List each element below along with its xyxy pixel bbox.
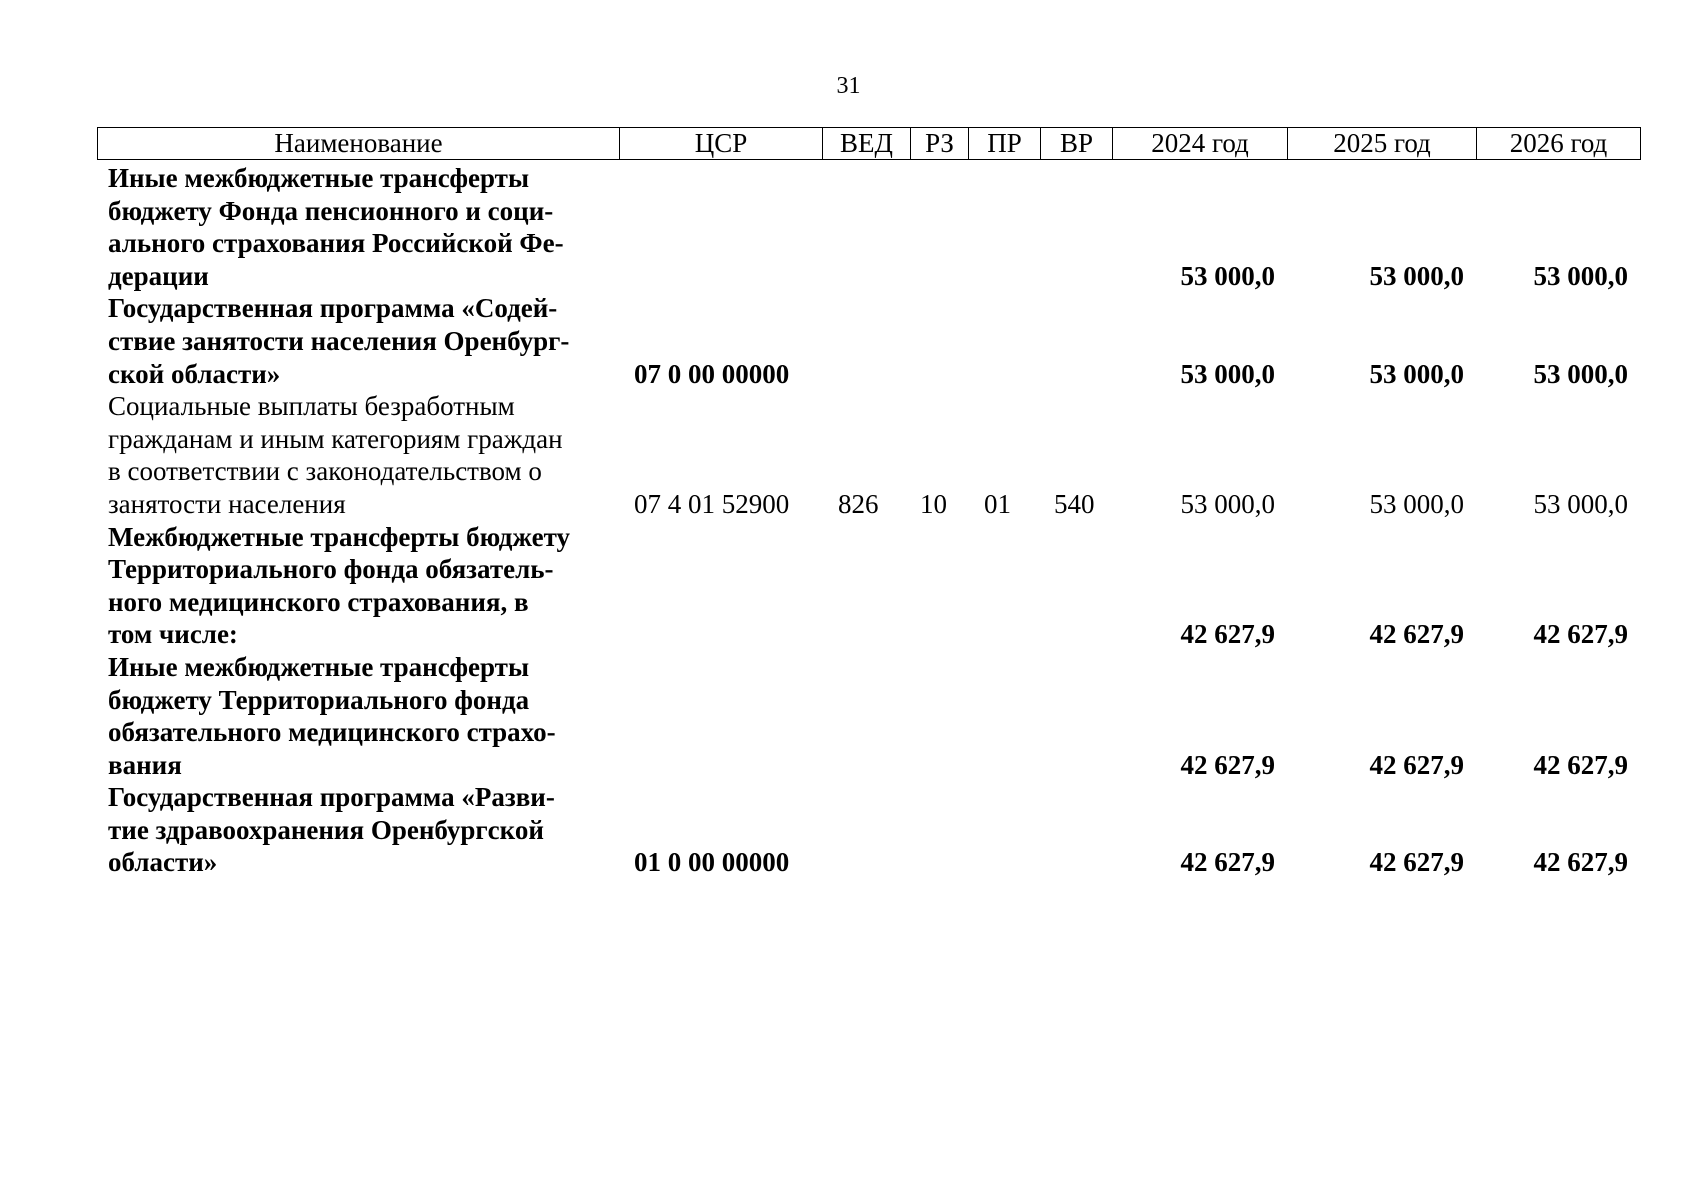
table-row: [97, 162, 1640, 292]
row-name-line: бюджету Фонда пенсионного и соци-: [108, 195, 554, 226]
row-name-line: ствие занятости населения Оренбург-: [108, 325, 570, 356]
header-ved: ВЕД: [823, 128, 911, 160]
row-2026: 53 000,0: [1533, 488, 1628, 519]
row-name: [97, 162, 619, 292]
row-name-line: Иные межбюджетные трансферты: [108, 651, 530, 682]
row-vr: [1040, 521, 1112, 651]
row-2026: 42 627,9: [1533, 749, 1628, 780]
table-row: [97, 390, 1640, 520]
row-2025: 42 627,9: [1369, 619, 1464, 650]
row-2026: 42 627,9: [1533, 847, 1628, 878]
row-name: [97, 521, 619, 651]
table-row: [97, 781, 1640, 879]
row-2024: 42 627,9: [1180, 749, 1275, 780]
row-2025: 53 000,0: [1369, 488, 1464, 519]
row-name-line: Социальные выплаты безработным: [108, 391, 515, 422]
row-2025: 42 627,9: [1369, 749, 1464, 780]
row-csr: 07 0 00 00000: [634, 358, 790, 389]
row-csr: 07 4 01 52900: [634, 488, 790, 519]
row-pr: 01: [984, 488, 1011, 519]
header-csr: ЦСР: [620, 128, 823, 160]
row-ved: [822, 651, 910, 781]
row-2024: 53 000,0: [1180, 358, 1275, 389]
row-rz: [910, 521, 968, 651]
header-pr: ПР: [969, 128, 1041, 160]
row-name-line: Государственная программа «Содей-: [108, 293, 558, 324]
row-2025: 53 000,0: [1369, 358, 1464, 389]
header-name: Наименование: [98, 128, 620, 160]
row-name-line: Государственная программа «Разви-: [108, 782, 555, 813]
row-name-line: в соответствии с законодательством о: [108, 456, 542, 487]
row-name-line: Иные межбюджетные трансферты: [108, 163, 530, 193]
row-csr: 01 0 00 00000: [634, 847, 790, 878]
row-csr: [619, 521, 822, 651]
row-ved: 826: [838, 488, 879, 519]
row-rz: 10: [920, 488, 947, 519]
row-name-line: Территориального фонда обязатель-: [108, 554, 554, 585]
row-csr: [619, 651, 822, 781]
row-pr: [968, 651, 1040, 781]
header-vr: ВР: [1041, 128, 1113, 160]
row-2026: 53 000,0: [1533, 260, 1628, 291]
table-row: [97, 292, 1640, 390]
row-ved: [822, 292, 910, 390]
row-2026: 42 627,9: [1533, 619, 1628, 650]
row-2024: 42 627,9: [1180, 619, 1275, 650]
row-vr: 540: [1054, 488, 1095, 519]
row-name-line: дерации: [108, 260, 209, 291]
row-pr: [968, 521, 1040, 651]
row-2025: 53 000,0: [1369, 260, 1464, 291]
row-rz: [910, 292, 968, 390]
row-name-line: занятости населения: [108, 488, 346, 519]
row-name-line: Межбюджетные трансферты бюджету: [108, 521, 570, 552]
row-rz: [910, 781, 968, 879]
row-2024: 53 000,0: [1180, 488, 1275, 519]
page-number: 31: [836, 73, 861, 99]
row-ved: [822, 521, 910, 651]
row-name-line: бюджету Территориального фонда: [108, 684, 530, 715]
row-name-line: том числе:: [108, 619, 238, 650]
row-name: [97, 292, 619, 390]
header-2025: 2025 год: [1288, 128, 1477, 160]
row-name-line: ального страхования Российской Фе-: [108, 228, 564, 259]
table-row: [97, 521, 1640, 651]
row-ved: [822, 162, 910, 292]
column-header-table: [97, 127, 1641, 160]
row-vr: [1040, 651, 1112, 781]
budget-table: [97, 162, 1640, 879]
row-vr: [1040, 162, 1112, 292]
row-name-line: вания: [108, 749, 182, 780]
row-pr: [968, 162, 1040, 292]
row-name-line: ской области»: [108, 358, 281, 389]
row-name-line: обязательного медицинского страхо-: [108, 717, 556, 748]
row-csr: [619, 162, 822, 292]
header-row: [98, 128, 1641, 160]
row-2026: 53 000,0: [1533, 358, 1628, 389]
row-name: [97, 781, 619, 879]
row-rz: [910, 162, 968, 292]
row-vr: [1040, 781, 1112, 879]
row-name: [97, 390, 619, 520]
row-name-line: области»: [108, 847, 218, 878]
row-2024: 42 627,9: [1180, 847, 1275, 878]
table-row: [97, 651, 1640, 781]
row-rz: [910, 651, 968, 781]
row-name: [97, 651, 619, 781]
row-2024: 53 000,0: [1180, 260, 1275, 291]
row-name-line: ного медицинского страхования, в: [108, 586, 529, 617]
row-pr: [968, 781, 1040, 879]
header-2026: 2026 год: [1477, 128, 1641, 160]
row-vr: [1040, 292, 1112, 390]
header-2024: 2024 год: [1113, 128, 1288, 160]
row-name-line: тие здравоохранения Оренбургской: [108, 814, 544, 845]
header-rz: РЗ: [911, 128, 969, 160]
row-pr: [968, 292, 1040, 390]
row-ved: [822, 781, 910, 879]
row-name-line: гражданам и иным категориям граждан: [108, 423, 563, 454]
row-2025: 42 627,9: [1369, 847, 1464, 878]
